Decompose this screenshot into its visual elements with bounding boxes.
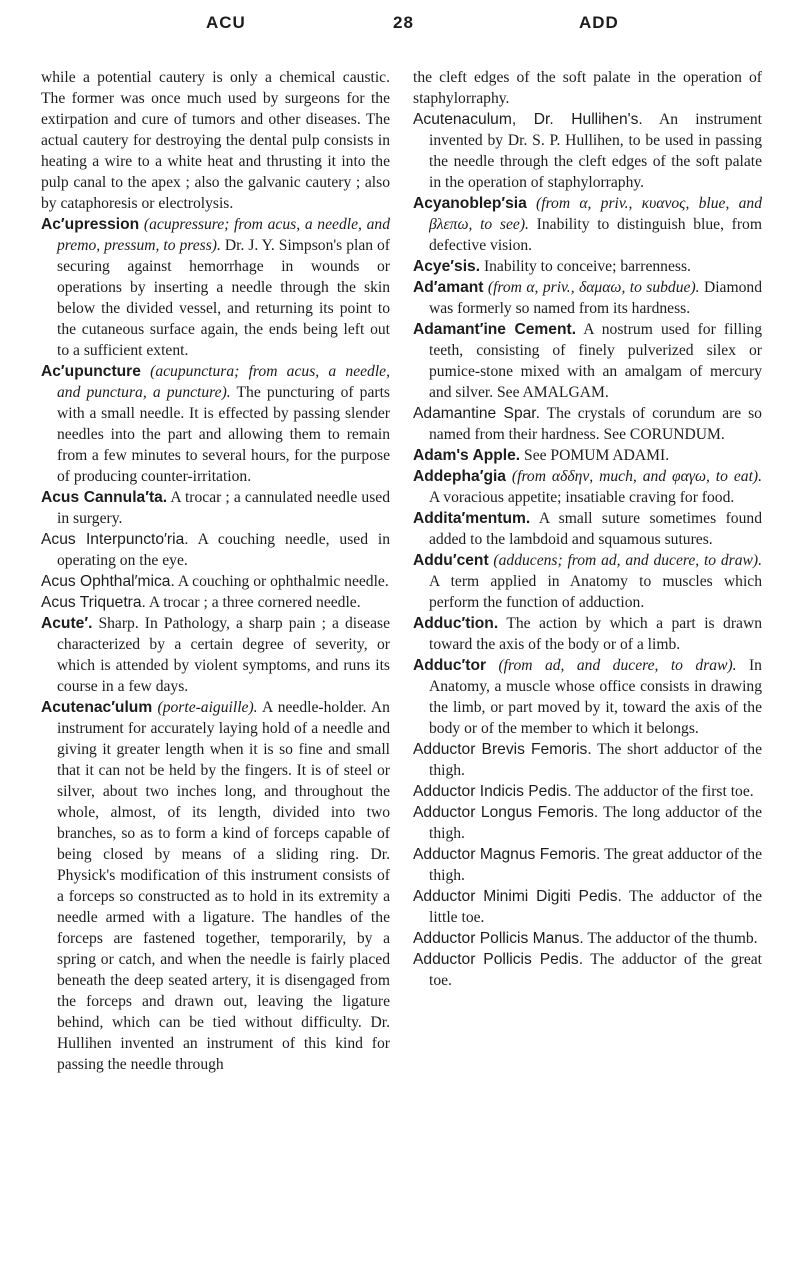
dictionary-entry xyxy=(413,781,762,802)
entry-text: The crystals of corundum are so named from their hardness. See CORUNDUM. xyxy=(429,405,762,443)
dictionary-entry xyxy=(413,445,762,466)
entry-text: The short adductor of the thigh. xyxy=(429,741,762,779)
entry-etymology: (adducens; from ad, and ducere, to draw). xyxy=(493,552,762,569)
entry-text: In Anatomy, a muscle whose office consists in drawing the limb, or part moved by it, toward the axis of the body or of the member to which it belongs. xyxy=(429,657,762,737)
dictionary-entry xyxy=(413,949,762,991)
page-header xyxy=(0,0,801,48)
entry-term: Adductor Brevis Femoris. xyxy=(413,741,592,758)
entry-term: Adductor Pollicis Manus. xyxy=(413,930,584,947)
dictionary-entry xyxy=(413,403,762,445)
entry-term: Acus Cannula′ta. xyxy=(41,489,168,506)
left-column xyxy=(41,67,390,1075)
entry-text: The adductor of the little toe. xyxy=(429,888,762,926)
dictionary-entry xyxy=(413,466,762,508)
header-right-guide-word: ADD xyxy=(579,13,619,32)
header-left-guide-word: ACU xyxy=(206,13,246,32)
entry-text: Sharp. In Pathology, a sharp pain ; a disease characterized by a certain degree of severity, or which is attended by violent symptoms, and runs its course in a few days. xyxy=(57,615,390,695)
entry-term: Adductor Minimi Digiti Pedis. xyxy=(413,888,622,905)
entry-text: A small suture sometimes found added to the lambdoid and squamous sutures. xyxy=(429,510,762,548)
entry-term: Adductor Indicis Pedis. xyxy=(413,783,572,800)
entry-text: A nostrum used for filling teeth, consisting of finely pulverized silex or pumice-stone mixed with an amalgam of mercury and silver. See AMALGAM. xyxy=(429,321,762,401)
entry-text: The puncturing of parts with a small needle. It is effected by passing slender needles into the part and allowing them to remain from a few minutes to several hours, for the purpose of producing counter-irritation. xyxy=(57,384,390,485)
entry-text: An instrument invented by Dr. S. P. Hullihen, to be used in passing the needle through the cleft edges of the soft palate in the operation of staphylorraphy. xyxy=(429,111,762,191)
dictionary-entry xyxy=(41,361,390,487)
entry-text: The adductor of the great toe. xyxy=(429,951,762,989)
dictionary-entry xyxy=(41,613,390,697)
entry-term: Adduc′tor xyxy=(413,657,487,674)
entry-term: Acus Triquetra. xyxy=(41,594,146,611)
entry-text: See POMUM ADAMI. xyxy=(524,447,670,464)
right-column xyxy=(413,67,762,991)
entry-text: Dr. J. Y. Simpson's plan of securing against hemorrhage in wounds or operations by inserting a needle through the skin below the divided vessel, and returning its point to the cutaneous surface again, the ends being left out to a sufficient extent. xyxy=(57,237,390,359)
entry-text: The action by which a part is drawn toward the axis of the body or of a limb. xyxy=(429,615,763,653)
entry-text: The great adductor of the thigh. xyxy=(429,846,762,884)
entry-term: Adductor Magnus Femoris. xyxy=(413,846,601,863)
dictionary-entry xyxy=(413,739,762,781)
entry-term: Acyanoblep′sia xyxy=(413,195,527,212)
entry-term: Ad′amant xyxy=(413,279,484,296)
entry-etymology: (from α, priv., κυανος, blue, and βλεπω, to see). xyxy=(429,195,762,233)
entry-etymology: (from αδδην, much, and φαγω, to eat). xyxy=(511,468,762,485)
dictionary-entry xyxy=(413,109,762,193)
dictionary-entry xyxy=(413,67,762,109)
entry-text: A term applied in Anatomy to muscles which perform the function of adduction. xyxy=(429,573,762,611)
entry-text: the cleft edges of the soft palate in the operation of staphylorraphy. xyxy=(413,69,762,107)
dictionary-entry xyxy=(413,928,762,949)
dictionary-entry xyxy=(41,214,390,361)
entry-text: The long adductor of the thigh. xyxy=(429,804,762,842)
entry-etymology: (porte-aiguille). xyxy=(157,699,258,716)
entry-text: Inability to distinguish blue, from defective vision. xyxy=(429,216,762,254)
dictionary-entry xyxy=(41,67,390,214)
entry-term: Acus Ophthal′mica. xyxy=(41,573,175,590)
dictionary-entry xyxy=(413,277,762,319)
entry-text: A trocar ; a three cornered needle. xyxy=(148,594,361,611)
entry-text: Diamond was formerly so named from its hardness. xyxy=(429,279,762,317)
entry-text: A couching needle, used in operating on the eye. xyxy=(57,531,390,569)
entry-term: Addita′mentum. xyxy=(413,510,531,527)
dictionary-entry xyxy=(413,256,762,277)
entry-etymology: (acupressure; from acus, a needle, and premo, pressum, to press). xyxy=(57,216,390,254)
entry-text: A needle-holder. An instrument for accurately laying hold of a needle and giving it greater length when it is so fine and small that it can not be held by the fingers. It is of steel or silver, about two inches long, and throughout the whole, almost, of its length, divided into two branches, so as to form a kind of forceps capable of being closed by means of a sliding ring. Dr. Physick's modification of this instrument consists of a forceps so constructed as to hold in its extremity a needle armed with a ligature. The handles of the forceps are fastened together, temporarily, by a spring or catch, and when the needle is fairly placed beneath the deep seated artery, it is disengaged from the forceps and drawn out, leaving the ligature behind, which can be tied without difficulty. Dr. Hullihen invented an instrument of this kind for passing the needle through xyxy=(57,699,390,1073)
entry-etymology: (acupunctura; from acus, a needle, and punctura, a puncture). xyxy=(57,363,390,401)
entry-etymology: (from ad, and ducere, to draw). xyxy=(498,657,737,674)
page-number: 28 xyxy=(393,13,414,32)
dictionary-entry xyxy=(413,802,762,844)
dictionary-entry xyxy=(41,529,390,571)
entry-text: The adductor of the first toe. xyxy=(575,783,754,800)
entry-text: while a potential cautery is only a chemical caustic. The former was once much used by surgeons for the extirpation and cure of tumors and other diseases. The actual cautery for destroying the dental pulp consists in heating a wire to a white heat and thrusting it into the pulp canal to the apex ; also the galvanic cautery ; also by cataphoresis or electrolysis. xyxy=(41,69,390,212)
dictionary-entry xyxy=(413,319,762,403)
dictionary-entry xyxy=(413,886,762,928)
entry-term: Addepha′gia xyxy=(413,468,506,485)
entry-etymology: (from α, priv., δαμαω, to subdue). xyxy=(487,279,700,296)
entry-term: Acye′sis. xyxy=(413,258,481,275)
dictionary-entry xyxy=(413,550,762,613)
entry-term: Ac′upression xyxy=(41,216,140,233)
entry-term: Acus Interpuncto′ria. xyxy=(41,531,189,548)
entry-term: Acute′. xyxy=(41,615,93,632)
entry-term: Acutenac′ulum xyxy=(41,699,153,716)
dictionary-entry xyxy=(41,487,390,529)
entry-term: Adam's Apple. xyxy=(413,447,521,464)
dictionary-entry xyxy=(413,193,762,256)
entry-term: Adduc′tion. xyxy=(413,615,499,632)
dictionary-entry xyxy=(413,844,762,886)
entry-term: Adamantine Spar. xyxy=(413,405,540,422)
entry-term: Addu′cent xyxy=(413,552,489,569)
entry-text: Inability to conceive; barrenness. xyxy=(483,258,691,275)
entry-term: Acutenaculum, Dr. Hullihen's. xyxy=(413,111,643,128)
dictionary-entry xyxy=(41,571,390,592)
entry-term: Adductor Pollicis Pedis. xyxy=(413,951,584,968)
entry-text: A trocar ; a cannulated needle used in surgery. xyxy=(57,489,390,527)
entry-text: The adductor of the thumb. xyxy=(587,930,758,947)
entry-text: A couching or ophthalmic needle. xyxy=(177,573,389,590)
dictionary-entry xyxy=(41,592,390,613)
dictionary-entry xyxy=(413,508,762,550)
entry-term: Adductor Longus Femoris. xyxy=(413,804,599,821)
entry-term: Ac′upuncture xyxy=(41,363,141,380)
dictionary-entry xyxy=(413,613,762,655)
entry-text: A voracious appetite; insatiable craving for food. xyxy=(429,489,735,506)
dictionary-entry xyxy=(413,655,762,739)
entry-term: Adamant′ine Cement. xyxy=(413,321,577,338)
dictionary-entry xyxy=(41,697,390,1075)
